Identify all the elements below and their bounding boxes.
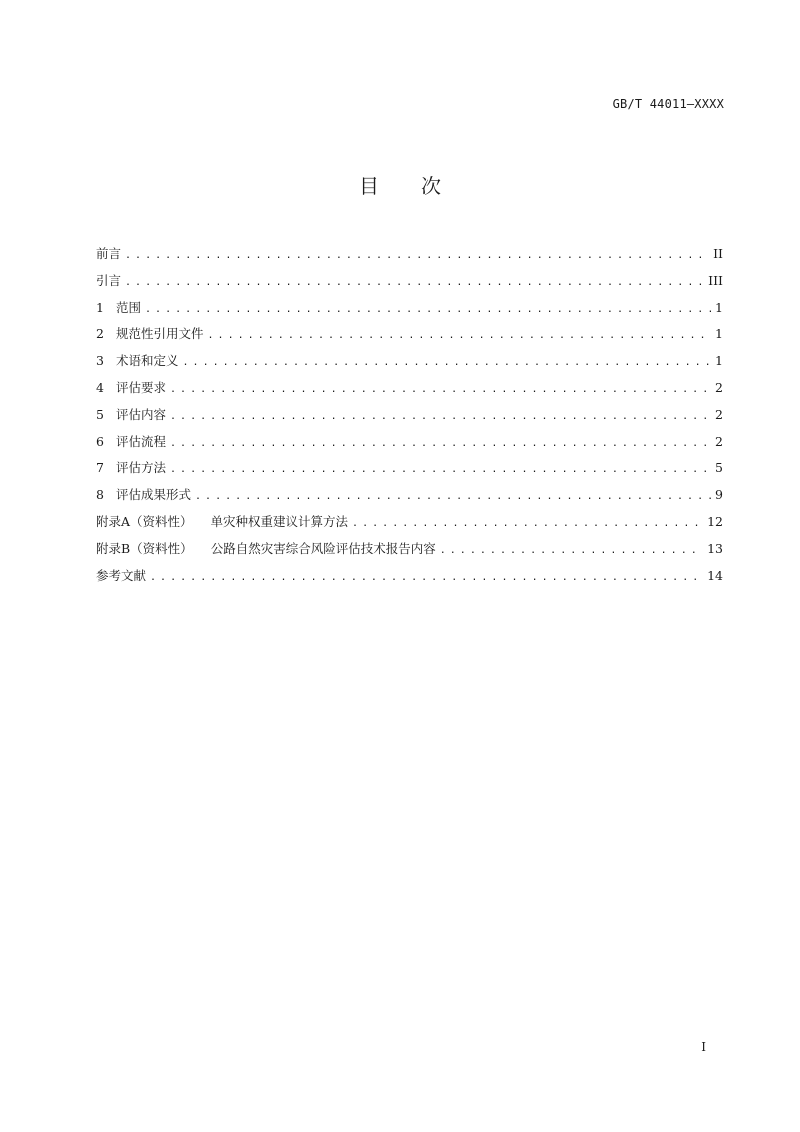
- toc-entry-page: 1: [715, 299, 723, 315]
- toc-dot-leader: [145, 297, 711, 324]
- toc-dot-leader: [170, 457, 711, 484]
- document-code: GB/T 44011—XXXX: [612, 97, 724, 111]
- toc-entry-page: 9: [715, 487, 723, 503]
- toc-entry-page: 14: [707, 567, 723, 583]
- toc-entry-label: 附录B（资料性）: [96, 540, 193, 556]
- toc-entry-label: 评估内容: [116, 406, 167, 422]
- title-char-2: 次: [421, 174, 441, 198]
- toc-entry-page: 13: [707, 540, 723, 556]
- toc-dot-leader: [125, 243, 709, 270]
- toc-entry-page: 2: [715, 406, 723, 422]
- toc-dot-leader: [170, 431, 711, 458]
- toc-entry-label: 规范性引用文件: [116, 326, 204, 342]
- toc-entry-label: 术语和定义: [116, 353, 179, 369]
- toc-entry-subtitle: 公路自然灾害综合风险评估技术报告内容: [210, 540, 436, 556]
- toc-entry-number: 8: [96, 487, 104, 503]
- toc-dot-leader: [125, 270, 704, 297]
- toc-entry-number: 3: [96, 353, 104, 369]
- toc-entry-number: 5: [96, 406, 104, 422]
- toc-entry-label: 评估要求: [116, 379, 167, 395]
- toc-entry-number: 4: [96, 379, 104, 395]
- toc-entry-label: 引言: [96, 272, 122, 288]
- toc-entry-label: 评估流程: [116, 433, 167, 449]
- toc-entry[interactable]: [96, 536, 723, 563]
- toc-entry-subtitle: 单灾种权重建议计算方法: [210, 513, 349, 529]
- toc-entry-label: 评估方法: [116, 460, 167, 476]
- toc-entry-label: 参考文献: [96, 567, 147, 583]
- toc-entry[interactable]: [96, 348, 723, 375]
- toc-entry-page: 5: [715, 460, 723, 476]
- toc-dot-leader: [150, 565, 703, 592]
- toc-entry-label: 范围: [116, 299, 142, 315]
- toc-entry[interactable]: [96, 429, 723, 456]
- toc-entry-number: 7: [96, 460, 104, 476]
- toc-entry-page: 2: [715, 379, 723, 395]
- toc-entry-label: 前言: [96, 246, 122, 261]
- toc-dot-leader: [195, 484, 711, 511]
- toc-entry-label: 附录A（资料性）: [96, 513, 193, 529]
- toc-entry[interactable]: [96, 321, 723, 348]
- toc-entry-label: 评估成果形式: [116, 487, 192, 503]
- page-number: I: [701, 1040, 706, 1054]
- toc-dot-leader: [208, 323, 712, 350]
- toc-dot-leader: [183, 350, 712, 377]
- toc-entry[interactable]: [96, 402, 723, 429]
- toc-dot-leader: [440, 538, 703, 565]
- table-of-contents: [96, 241, 723, 589]
- page-title: [0, 170, 800, 199]
- toc-entry-page: II: [713, 246, 723, 261]
- toc-entry[interactable]: [96, 509, 723, 536]
- toc-entry[interactable]: [96, 241, 723, 268]
- toc-entry[interactable]: [96, 268, 723, 295]
- toc-dot-leader: [352, 511, 703, 538]
- toc-entry[interactable]: [96, 455, 723, 482]
- toc-entry-page: 1: [715, 353, 723, 369]
- toc-dot-leader: [170, 404, 711, 431]
- toc-entry-number: 2: [96, 326, 104, 342]
- title-char-1: 目: [359, 174, 379, 198]
- toc-dot-leader: [170, 377, 711, 404]
- toc-entry-number: 1: [96, 299, 104, 315]
- toc-entry[interactable]: [96, 563, 723, 590]
- toc-entry-number: 6: [96, 433, 104, 449]
- toc-entry[interactable]: [96, 375, 723, 402]
- toc-entry-page: 1: [715, 326, 723, 342]
- toc-entry-page: 12: [707, 513, 723, 529]
- toc-entry[interactable]: [96, 295, 723, 322]
- toc-entry-page: 2: [715, 433, 723, 449]
- toc-entry[interactable]: [96, 482, 723, 509]
- toc-entry-page: III: [708, 272, 723, 288]
